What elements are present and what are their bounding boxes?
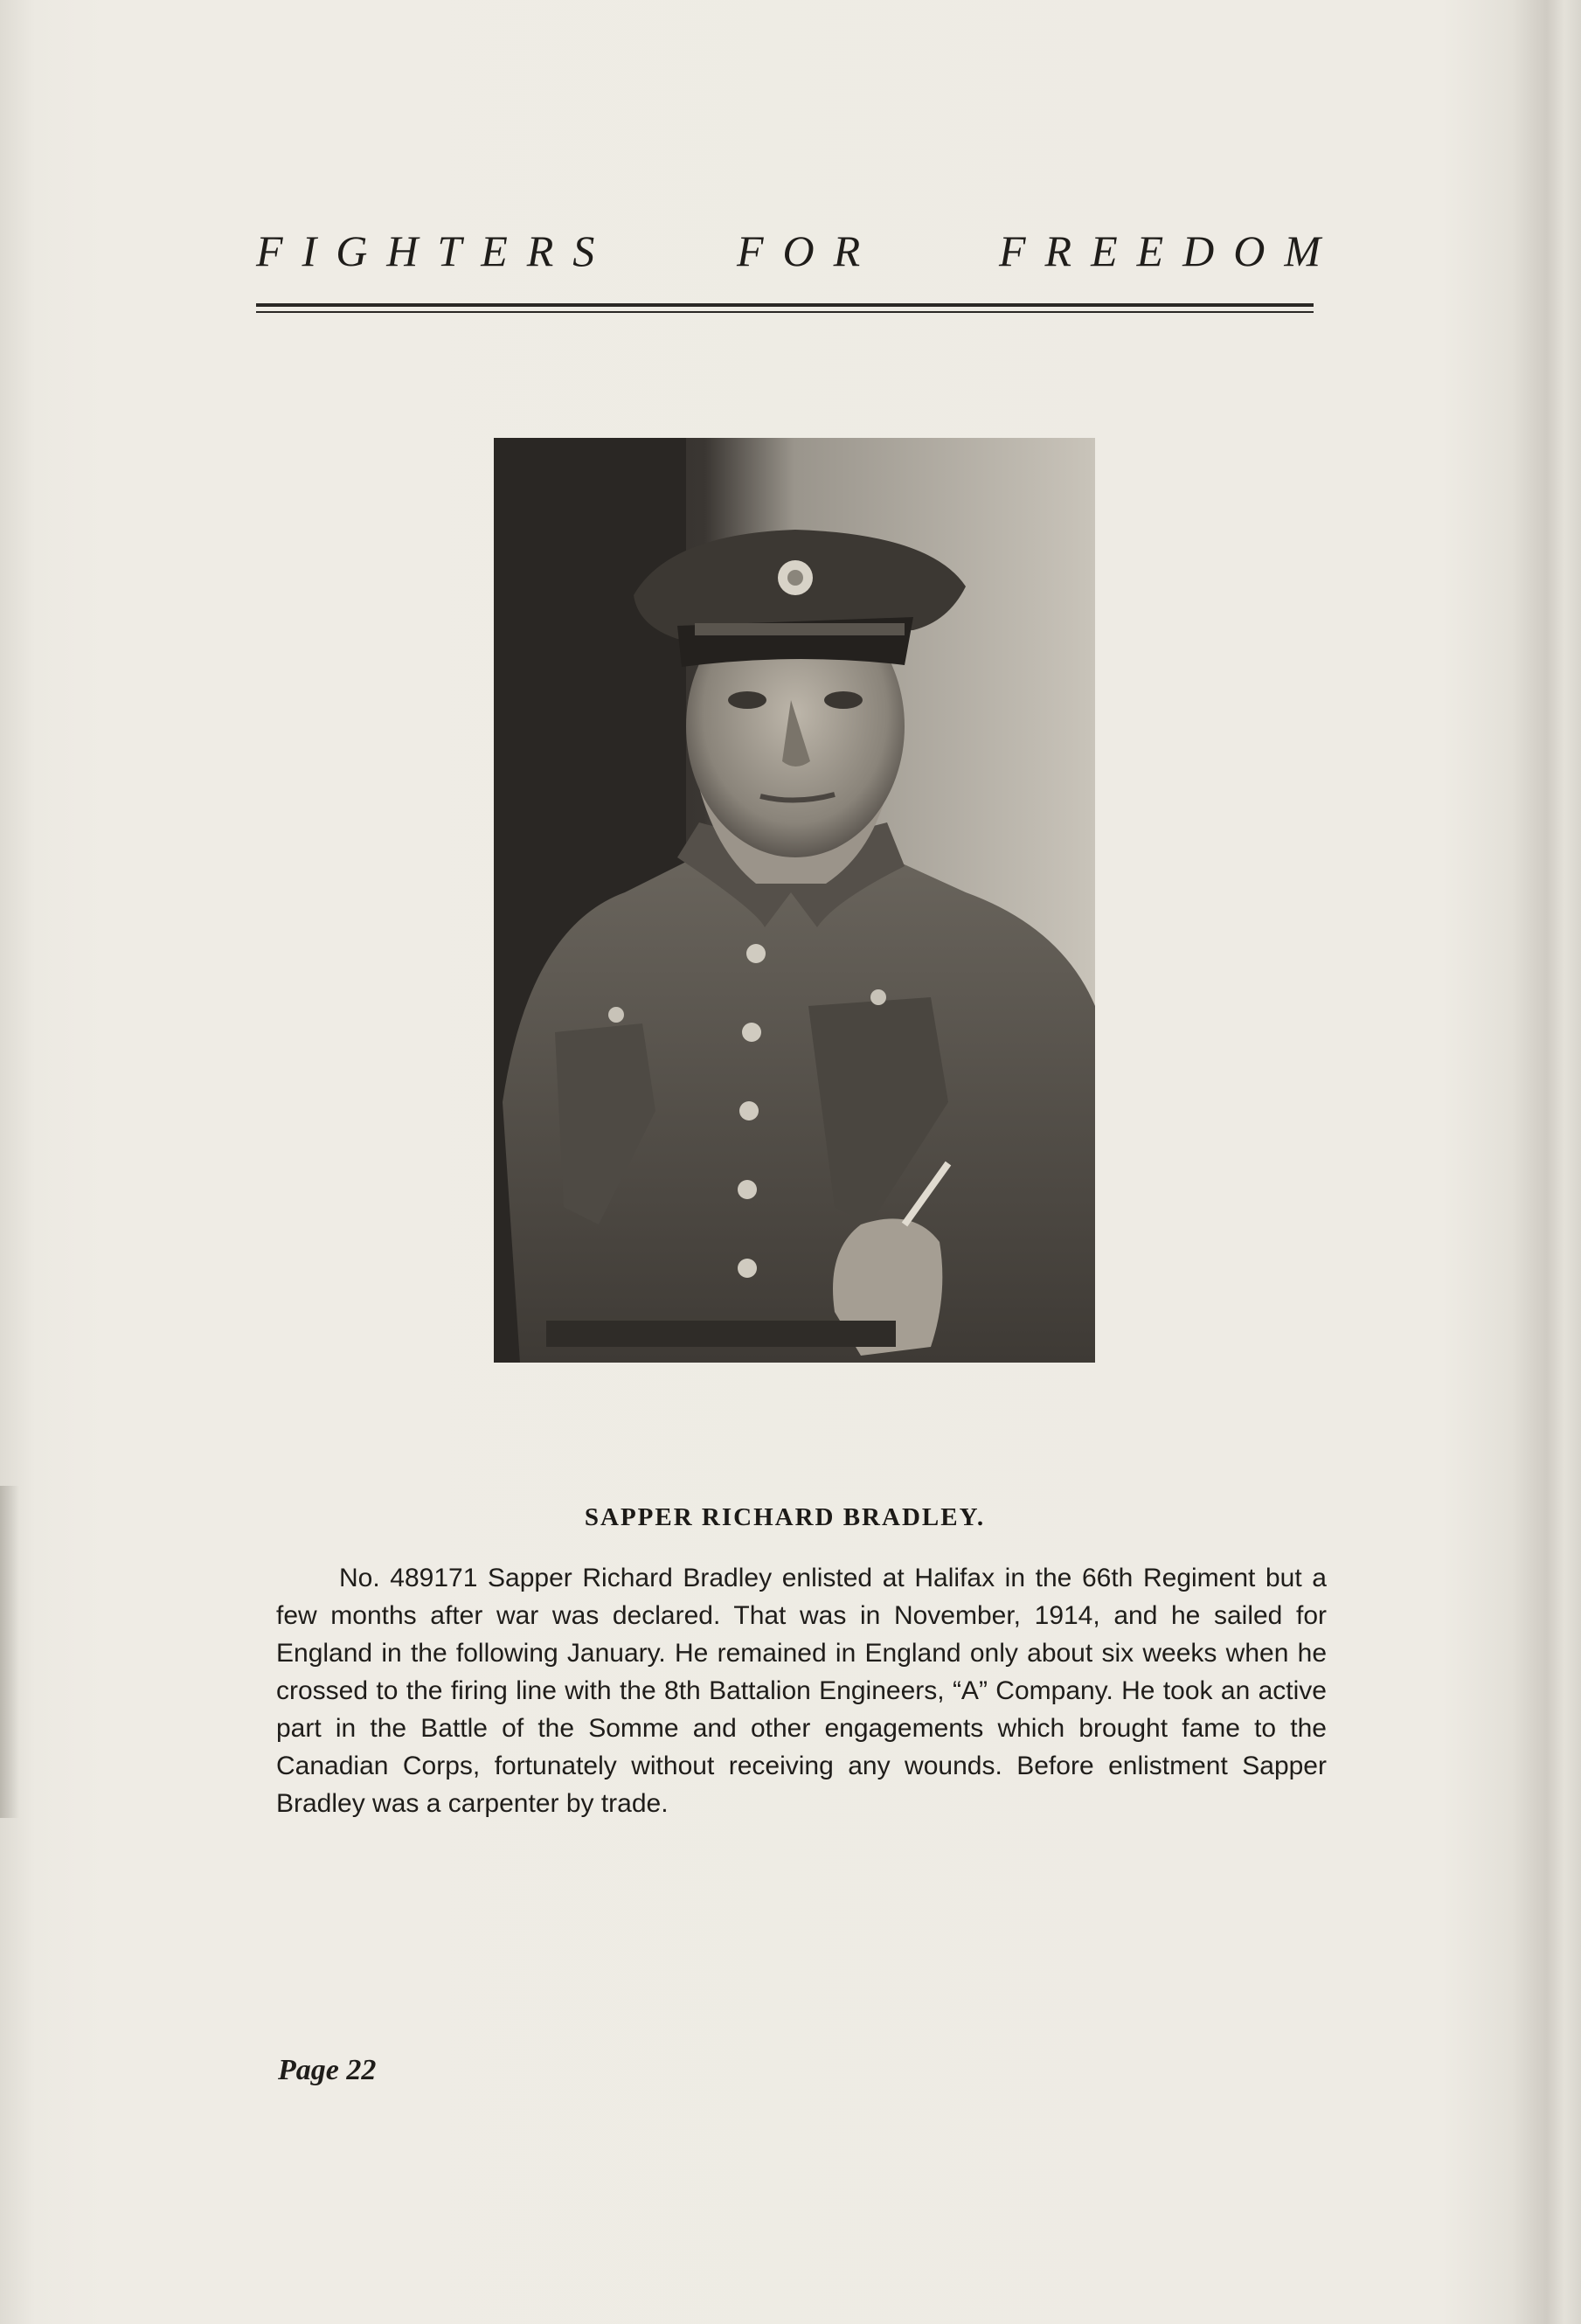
soldier-portrait-photo — [494, 438, 1095, 1363]
header-rule-thin — [256, 311, 1314, 313]
soldier-portrait-icon — [494, 438, 1095, 1363]
caption-title: SAPPER RICHARD BRADLEY. — [584, 1503, 986, 1531]
running-header — [256, 225, 1341, 278]
header-rule-thick — [256, 303, 1314, 307]
header-word-for: FOR — [737, 226, 880, 275]
page-number: Page 22 — [278, 2054, 377, 2086]
biography-paragraph: No. 489171 Sapper Richard Bradley enlisted at Halifax in the 66th Regiment but a few months after war was declared. That was in November, 1914, and he sailed for England in the following January. He remained in England only about six weeks when he crossed to the firing line with the 8th Battalion Engineers, “A” Company. He took an active part in the Battle of the Somme and other engagements which brought fame to the Canadian Corps, fortunately without receiving any wounds. Before enlistment Sapper Bradley was a carpenter by trade. — [276, 1564, 1327, 1818]
header-word-fighters: FIGHTERS — [256, 226, 614, 275]
header-word-freedom: FREEDOM — [999, 226, 1341, 275]
page-edge-shadow — [0, 1486, 19, 1818]
